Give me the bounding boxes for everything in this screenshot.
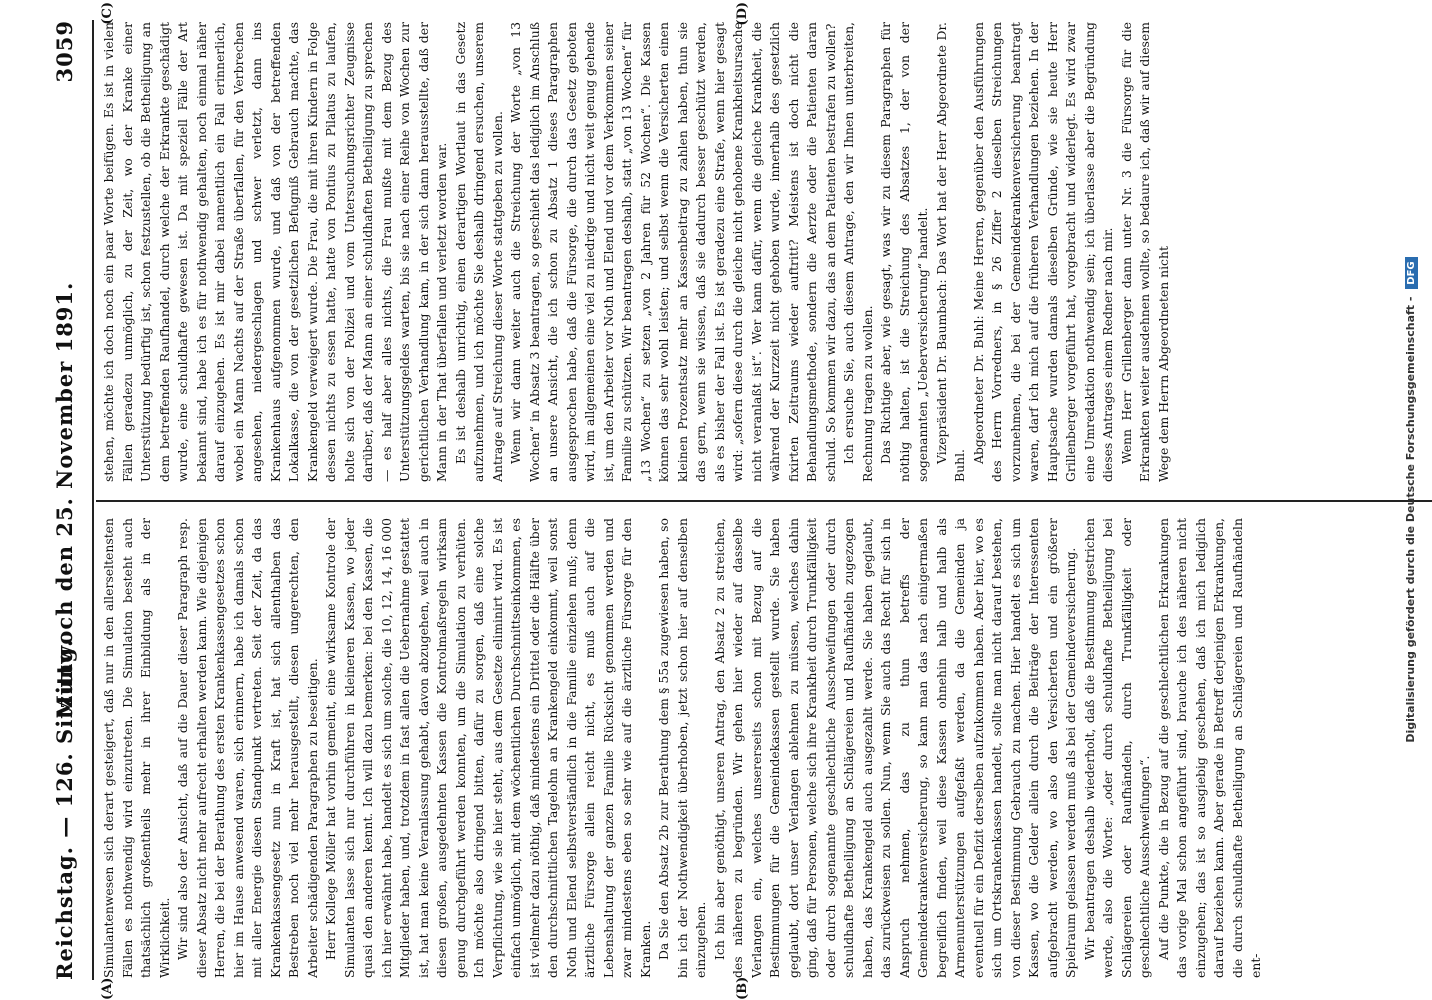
paragraph: Ich ersuche Sie, auch diesem Antrage, den wir Ihnen unterbreiten, Rechnung tragen zu wollen. — [841, 22, 875, 482]
paragraph: Wir sind also der Ansicht, daß auf die Dauer dieser Paragraph resp. dieser Absatz nicht mehr aufrecht erhalten werden kann. Wie diejenigen Herren, die bei der Berathung des ersten Krankenkassengesetzes schon hier im Hause anwesend waren, sich erinnern, habe ich damals schon mit aller Energie diesen Standpunkt vertreten. Seit der Zeit, da das Krankenkassengesetz nun in Kraft ist, hat sich allenthalben das Bestreben noch viel mehr herausgestellt, diesen ungerechten, den Arbeiter schädigenden Paragraphen zu beseitigen. — [175, 518, 320, 978]
speaker-paragraph: Abgeordneter Dr. Buhl: Meine Herren, gegenüber den Ausführungen des Herrn Vorredners, in § 26 Ziffer 2 dieselben Streichungen vorzunehmen, die bei der Gemeindekrankenversicherung beantragt waren, darf ich mich auf die früheren Verhandlungen beziehen. In der Hauptsache wurden damals dieselben Gründe, wie sie heute Herr Grillenberger vorgeführt hat, vorgebracht und widerlegt. Es wird zwar eine Umredaktion nothwendig sein; ich überlasse aber die Begründung dieses Antrages einem Redner nach mir. — [970, 22, 1115, 482]
digitization-credit — [1404, 0, 1426, 1000]
page-number: 3059 — [52, 20, 77, 83]
paragraph: Es ist deshalb unrichtig, einen derartigen Wortlaut in das Gesetz aufzunehmen, und ich möchte Sie deshalb dringend ersuchen, unserem Antrage auf Streichung dieser Worte stattgeben zu wollen. — [452, 22, 505, 482]
paragraph: Herr Kollege Möller hat vorhin gemeint, eine wirksame Kontrole der Simulanten lasse sich nur durchführen in kleineren Kassen, wo jeder quasi den anderen kennt. Ich will dazu bemerken: bei den Kassen, die ich hier erwähnt habe, handelt es sich um solche, die 10, 12, 14, 16 000 Mitglieder haben, und, trotzdem in fast allen die Uebernahme gestattet ist, hat man keine Veranlassung gehabt, davon abzugehen, weil auch in diesen großen, ausgedehnten Kassen die Kontrolmaßregeln wirksam genug durchgeführt werden konnten, um die Simulation zu verhüten. Ich möchte also dringend bitten, dafür zu sorgen, daß eine solche Verpflichtung, wie sie hier steht, aus dem Gesetze eliminirt wird. Es ist einfach unmöglich, mit dem wöchentlichen Durchschnittseinkommen, es ist vielmehr dazu nöthig, daß mindestens ein Drittel oder die Hälfte über den durchschnittlichen Tagelohn an Krankengeld einkommt, weil sonst Noth und Elend selbstverständlich in die Familie einziehen muß; denn ärztliche Fürsorge allein reicht nicht, es muß auch auf die Lebenshaltung der ganzen Familie Rücksicht genommen werden und zwar mindestens eben so sehr wie auf die ärztliche Fürsorge für den Kranken. — [323, 518, 653, 978]
paragraph: Simulantenwesen sich derart gesteigert, daß nur in den allerseltensten Fällen es nothwendig wird einzutreten. Die Simulation besteht auch thatsächlich großentheils mehr in ihrer Einbildung als in der Wirklichkeit. — [101, 518, 172, 978]
paragraph: Wenn Herr Grillenberger dann unter Nr. 3 die Fürsorge für die Erkrankten weiter ausdehnen wollte, so bedaure ich, daß wir auf diesem Wege dem Herrn Abgeordneten nicht — [1118, 22, 1171, 482]
right-column — [100, 22, 1390, 482]
dfg-logo: DFG — [1405, 257, 1418, 288]
header-left: Reichstag. — 126. Sitzung. — [52, 638, 77, 980]
paragraph: Da Sie den Absatz 2b zur Berathung dem § 55a zugewiesen haben, so bin ich der Nothwendigkeit überhoben, jetzt schon hier auf denselben einzugehen. — [656, 518, 708, 978]
header-date: Mittwoch den 25. November 1891. — [52, 281, 77, 719]
margin-marker-d: (D) — [735, 2, 750, 26]
column-divider — [96, 500, 1432, 502]
margin-marker-b: (B) — [735, 976, 750, 1000]
margin-marker-c: (C) — [100, 2, 115, 25]
paragraph: stehen, möchte ich doch noch ein paar Worte beifügen. Es ist in vielen Fällen geradezu unmöglich, zu der Zeit, wo der Kranke einer Unterstützung bedürftig ist, schon festzustellen, ob die Betheiligung an dem betreffenden Raufhandel, durch welche der Erkrankte geschädigt wurde, eine schuldhafte gewesen ist. Da mit speziell Fälle der Art bekannt sind, habe ich es für nothwendig gehalten, noch einmal näher darauf einzugehen. Es ist mir dabei namentlich ein Fall erinnerlich, wobei ein Mann Nachts auf der Straße überfallen, für den Verbrechen angesehen, niedergeschlagen und schwer verletzt, dann ins Krankenhaus aufgenommen wurde, und daß von der betreffenden Lokalkasse, die von der gesetzlichen Befugniß Gebrauch machte, das Krankengeld verweigert wurde. Die Frau, die mit ihren Kindern in Folge dessen nichts zu essen hatte, hatte von Pontius zu Pilatus zu laufen, holte sich von der Polizei und vom Untersuchungsrichter Zeugnisse darüber, daß der Mann an einer schuldhaften Betheiligung zu sprechen — es half aber alles nichts, die Frau mußte mit dem Bezug des Unterstützungsgeldes warten, bis sie nach einer Reihe von Wochen zur gerichtlichen Verhandlung kam, in der sich dann herausstellte, daß der Mann in der That überfallen und verletzt worden war. — [101, 22, 449, 482]
paragraph: Auf die Punkte, die in Bezug auf die geschlechtlichen Erkrankungen das vorige Mal schon angeführt sind, brauche ich des näheren nicht einzugehen; das ist so ausgiebig geschehen, daß ich mich lediglich darauf beziehen kann. Aber gerade in Betreff derjenigen Erkrankungen, die durch schuldhafte Betheiligung an Schlägereien und Raufhändeln ent- — [1155, 518, 1263, 978]
page-header — [52, 20, 86, 980]
header-rule — [92, 20, 94, 980]
paragraph: Das Richtige aber, wie gesagt, was wir zu diesem Paragraphen für nöthig halten, ist die Streichung des Absatzes 1, der von der sogenannten „Ueberversicherung“ handelt. — [878, 22, 930, 482]
margin-marker-a: (A) — [100, 977, 115, 1000]
paragraph: Ich bin aber genöthigt, unseren Antrag, den Absatz 2 zu streichen, des näheren zu begründen. Wir gehen hier wieder auf dasselbe Verlangen ein, welches unsererseits schon mit Bezug auf die Bestimmungen für die Gemeindekassen gestellt wurde. Sie haben geglaubt, dort unser Verlangen ablehnen zu müssen, welches dahin ging, daß für Personen, welche sich ihre Krankheit durch Trunkfälligkeit oder durch sogenannte geschlechtliche Ausschweifungen oder durch schuldhafte Betheiligung an Schlägereien und Raufhändeln zugezogen haben, das Krankengeld auch ausgezahlt werde. Sie haben geglaubt, das zurückweisen zu sollen. Nun, wenn Sie auch das Recht für sich in Anspruch nehmen, das zu thun betreffs der Gemeindekrankenversicherung, so kann man das nach einigermaßen begreiflich finden, weil diese Kassen ohnehin halb und halb als Armenunterstützungen aufgefaßt werden, da die Gemeinden ja eventuell für ein Defizit derselben aufzukommen haben. Aber hier, wo es sich um Ortskrankenkassen handelt, sollte man nicht darauf bestehen, von dieser Bestimmung Gebrauch zu machen. Hier handelt es sich um Kassen, wo die Gelder allein durch die Beiträge der Interessenten aufgebracht werden, wo also den Versicherten und ein größerer Spielraum gelassen werden muß als bei der Gemeindeversicherung. — [711, 518, 1078, 978]
paragraph: Wir beantragen deshalb wiederholt, daß die Bestimmung gestrichen werde, also die Worte: „oder durch schuldhafte Betheiligung bei Schlägereien oder Raufhändeln, durch Trunkfälligkeit oder geschlechtliche Ausschweifungen“. — [1081, 518, 1152, 978]
speaker-paragraph: Vizepräsident Dr. Baumbach: Das Wort hat der Herr Abgeordnete Dr. Buhl. — [933, 22, 967, 482]
paragraph: Wenn wir dann weiter auch die Streichung der Worte „von 13 Wochen“ in Absatz 3 beantragen, so geschieht das lediglich im Anschluß an unsere Ansicht, die ich schon zu Absatz 1 dieses Paragraphen ausgesprochen habe, daß die Fürsorge, die durch das Gesetz geboten wird, im allgemeinen eine viel zu niedrige und nicht weit genug gehende ist, um den Arbeiter vor Noth und Elend und vor dem Verkommen seiner Familie zu schützen. Wir beantragen deshalb, statt „von 13 Wochen“ für „13 Wochen“ zu setzen „von 2 Jahren für 52 Wochen“. Die Kassen können das sehr wohl leisten; und selbst wenn die Versicherten einen kleinen Prozentsatz mehr an Kassenbeitrag zu zahlen haben, thun sie das gern, wenn sie wissen, daß sie dadurch besser geschützt werden, als es bisher der Fall ist. Es ist geradezu eine Strafe, wenn hier gesagt wird: „sofern diese durch die gleiche nicht gehobene Krankheitsursache nicht veranlaßt ist“. Wer kann dafür, wenn die gleiche Krankheit, die während der Kurzzeit nicht gehoben wurde, innerhalb des gesetzlich fixirten Zeitraums wieder auftritt? Meistens ist doch nicht die Behandlungsmethode, sondern die Aerzte oder die Patienten daran schuld. So kommen wir dazu, das an dem Patienten bestrafen zu wollen? — [508, 22, 838, 482]
left-column — [100, 518, 1390, 978]
credit-text: Digitalisierung gefördert durch die Deutsche Forschungsgemeinschaft - — [1404, 296, 1417, 743]
